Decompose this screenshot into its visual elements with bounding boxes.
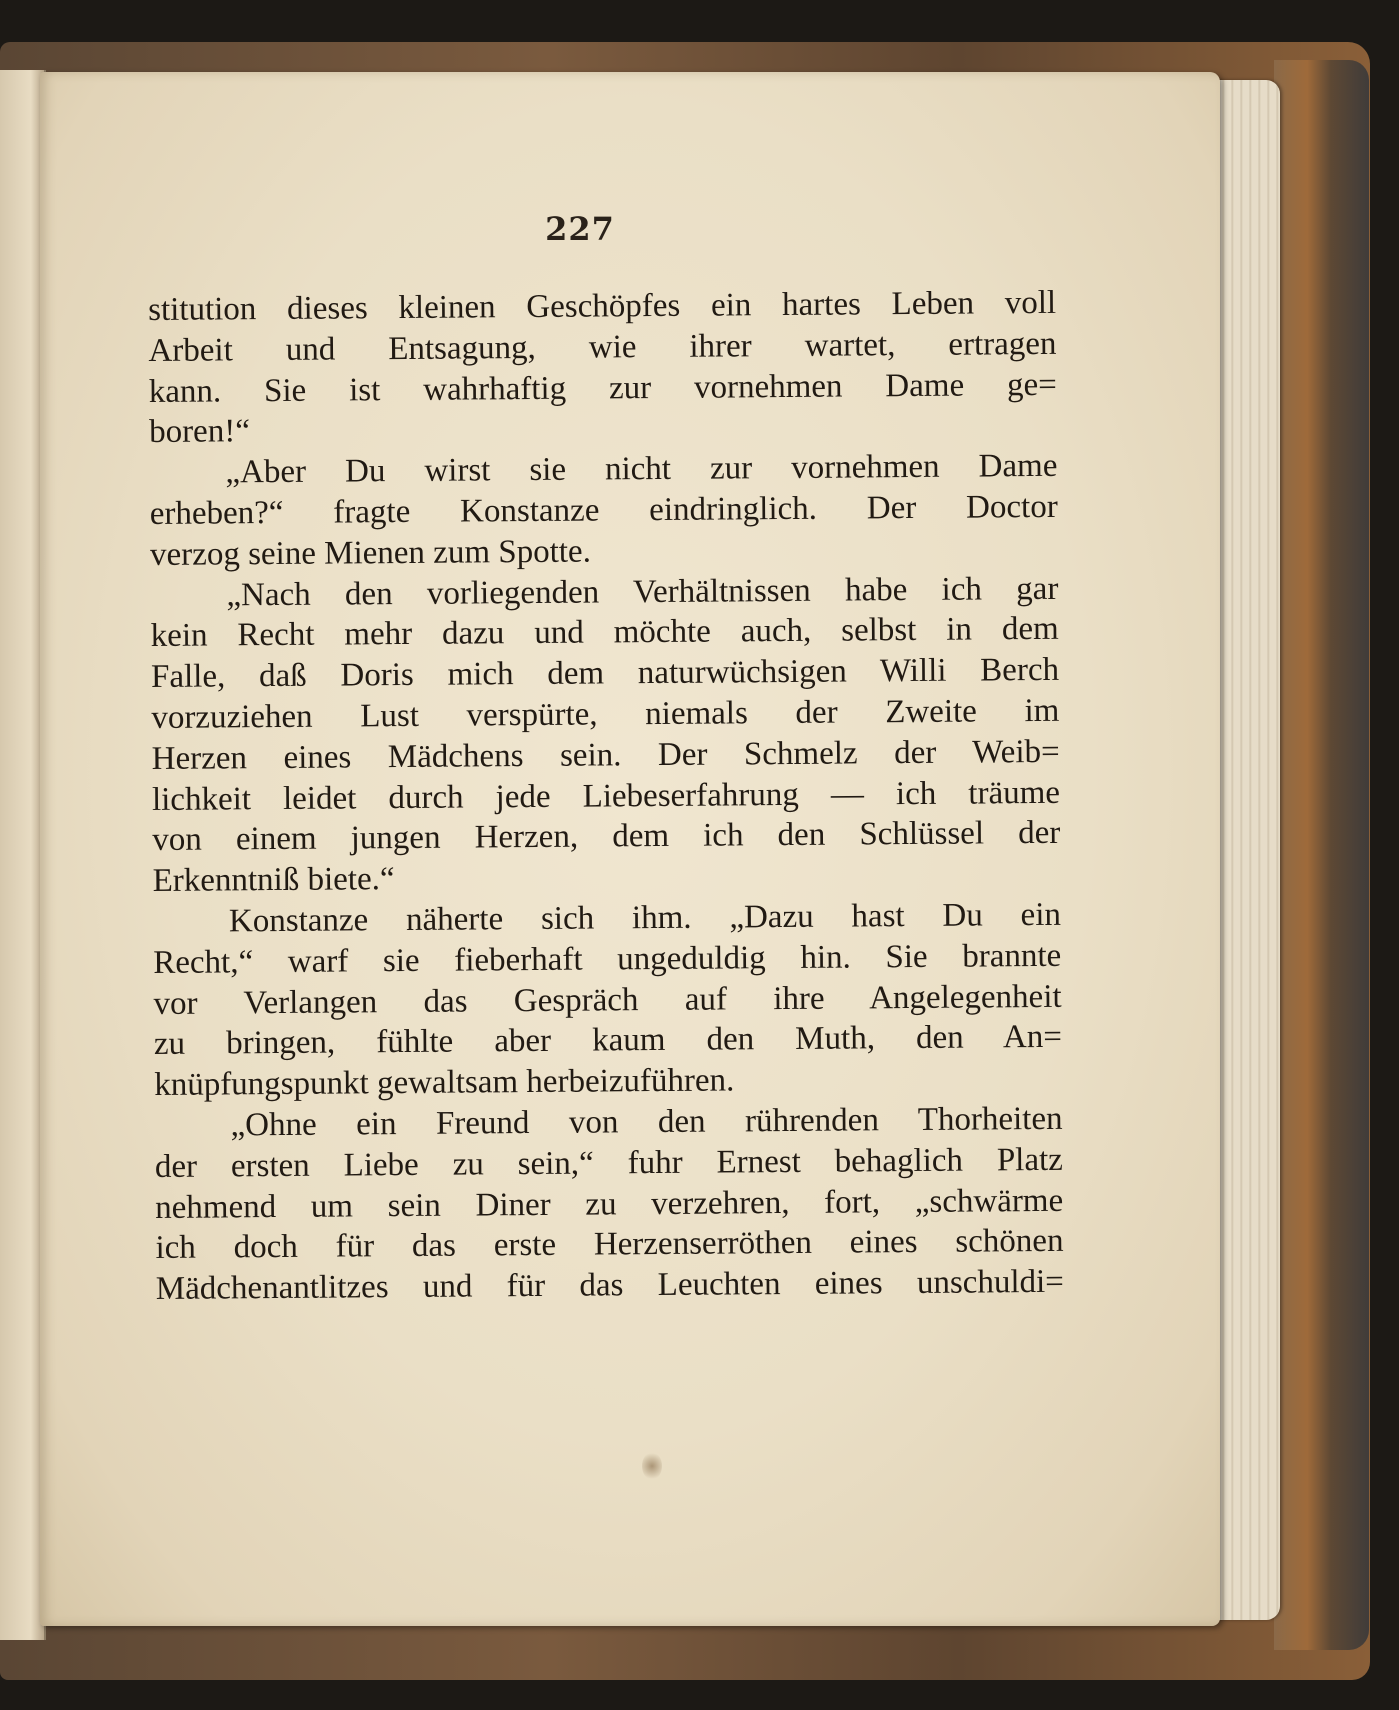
text-line: Recht,“ warf sie fieberhaft ungeduldig hin. Sie brannte <box>153 937 1062 981</box>
text-line: Herzen eines Mädchens sein. Der Schmelz der Weib= <box>151 733 1060 777</box>
page-number: 227 <box>545 210 615 248</box>
text-line: kein Recht mehr dazu und möchte auch, selbst in dem <box>150 611 1059 655</box>
text-line: Mädchenantlitzes und für das Leuchten eines unschuldi= <box>155 1263 1064 1308</box>
cover-spine-edge <box>1274 60 1369 1650</box>
text-line: Arbeit und Entsagung, wie ihrer wartet, ertragen <box>148 325 1057 369</box>
text-line: kann. Sie ist wahrhaftig zur vornehmen Dame ge= <box>148 366 1057 410</box>
text-line: boren!“ <box>148 413 251 451</box>
paper-stain <box>642 1452 662 1480</box>
text-line: stitution dieses kleinen Geschöpfes ein hartes Leben voll <box>148 284 1057 328</box>
text-line: verzog seine Mienen zum Spotte. <box>149 533 592 573</box>
text-line: lichkeit leidet durch jede Liebeserfahrung — ich träume <box>151 774 1061 818</box>
text-line: Erkenntniß biete.“ <box>152 861 395 900</box>
text-line: „Nach den vorliegenden Verhältnissen habe ich gar <box>226 570 1059 613</box>
text-line: vor Verlangen das Gespräch auf ihre Angelegenheit <box>153 978 1062 1022</box>
text-line: erheben?“ fragte Konstanze eindringlich. Der Doctor <box>149 488 1058 532</box>
text-line: zu bringen, fühlte aber kaum den Muth, den An= <box>153 1019 1063 1063</box>
text-line: von einem jungen Herzen, dem ich den Schlüssel der <box>152 815 1061 859</box>
text-line: Falle, daß Doris mich dem naturwüchsigen Willi Berch <box>150 652 1060 696</box>
text-line: „Aber Du wirst sie nicht zur vornehmen Dame <box>225 448 1058 491</box>
text-line: ich doch für das erste Herzenserröthen eines schönen <box>155 1223 1064 1267</box>
text-line: „Ohne ein Freund von den rührenden Thorheiten <box>230 1100 1063 1144</box>
text-line: nehmend um sein Diner zu verzehren, fort, „schwärme <box>155 1182 1064 1226</box>
text-line: Konstanze näherte sich ihm. „Dazu hast Du ein <box>228 896 1062 940</box>
text-block <box>148 283 1064 1310</box>
text-line: vorzuziehen Lust verspürte, niemals der Zweite im <box>151 692 1060 736</box>
text-line: der ersten Liebe zu sein,“ fuhr Ernest behaglich Platz <box>154 1141 1063 1185</box>
text-line: knüpfungspunkt gewaltsam herbeizuführen. <box>154 1062 735 1104</box>
